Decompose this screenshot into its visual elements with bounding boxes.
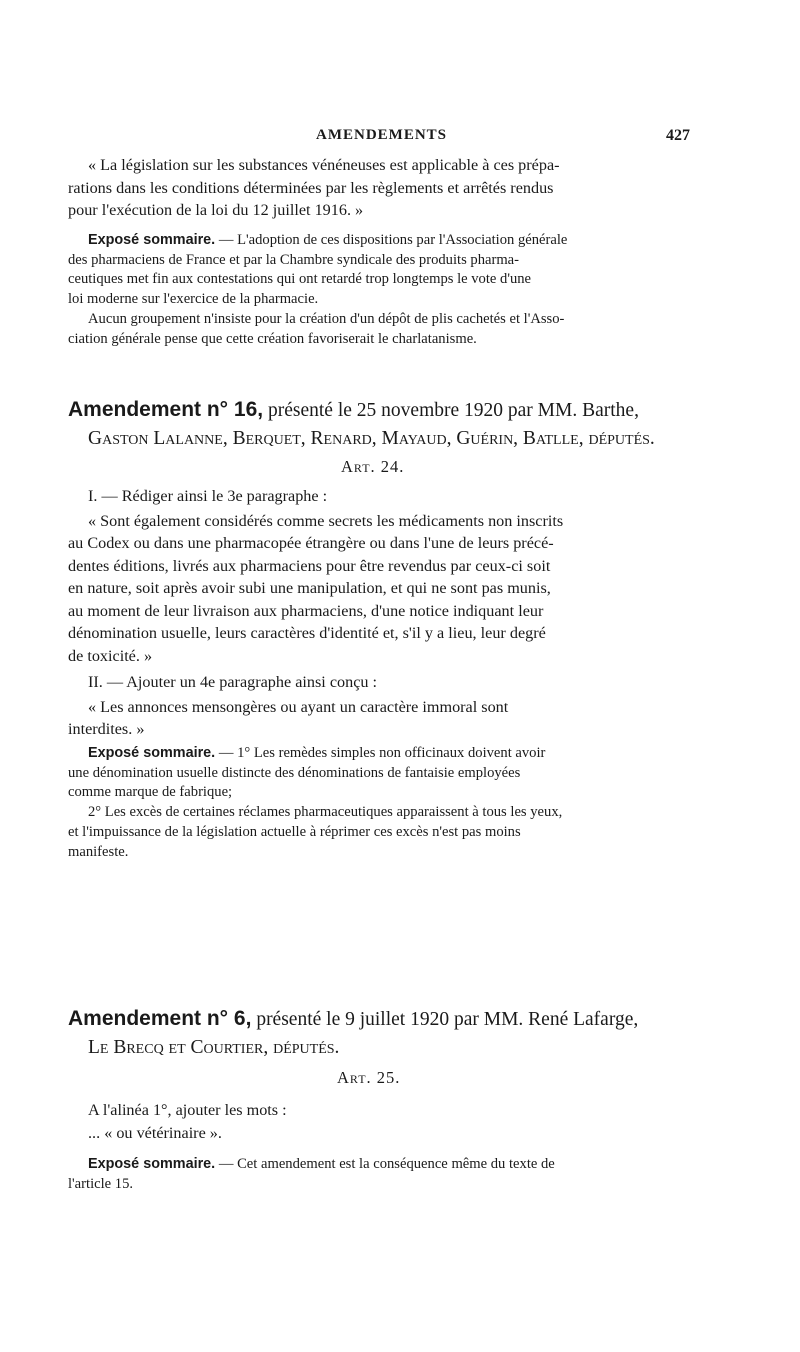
text-line: pour l'exécution de la loi du 12 juillet 1916. » [68,201,364,219]
text-line: rations dans les conditions déterminées par les règlements et arrêtés rendus [68,178,554,197]
amendement-6-expose [68,1155,698,1194]
amendement-16-body [68,485,698,741]
text-line: comme marque de fabrique; [68,784,233,801]
intro-quote [68,154,698,222]
text-line: — Cet amendement est la conséquence même du texte de [215,1156,555,1172]
expose-label: Exposé sommaire. [88,745,216,761]
text-line: II. — Ajouter un 4e paragraphe ainsi conçu : [88,673,378,691]
running-title: AMENDEMENTS [316,127,448,143]
text-line: en nature, soit après avoir subi une manipulation, et qui ne sont pas munis, [68,579,551,597]
article-label: Art. 25. [337,1068,401,1087]
text-line: loi moderne sur l'exercice de la pharmacie. [68,291,319,308]
text-line: au moment de leur livraison aux pharmaciens, d'une notice indiquant leur [68,601,544,620]
amendement-title: Amendement n° 16, [68,398,264,421]
text-line: ceutiques met fin aux contestations qui ont retardé trop longtemps le vote d'une [68,271,532,288]
text-line: une dénomination usuelle distincte des dénominations de fantaisie employées [68,764,521,781]
text-line: dentes éditions, livrés aux pharmaciens pour être revendus par ceux-ci soit [68,556,551,575]
text-line: de toxicité. » [68,646,153,665]
text-line: des pharmaciens de France et par la Chambre syndicale des produits pharma- [68,251,520,268]
heading-line: présenté le 25 novembre 1920 par MM. Barthe, [263,400,639,421]
amendement-6-body [68,1099,698,1144]
heading-line: Gaston Lalanne, Berquet, Renard, Mayaud, Guérin, Batlle, députés. [88,428,655,449]
text-line: manifeste. [68,843,129,860]
text-line: l'article 15. [68,1175,134,1192]
text-line: — L'adoption de ces dispositions par l'Association générale [215,232,568,248]
heading-line: présenté le 9 juillet 1920 par MM. René Lafarge, [251,1009,639,1030]
text-line: « Les annonces mensongères ou ayant un caractère immoral sont [88,697,509,716]
text-line: au Codex ou dans une pharmacopée étrangère ou dans l'une de leurs précé- [68,534,554,552]
expose-label: Exposé sommaire. [88,1156,216,1172]
amendement-16-expose [68,744,698,862]
text-line: — 1° Les remèdes simples non officinaux doivent avoir [215,745,546,761]
intro-expose [68,231,698,349]
text-line: « La législation sur les substances vénéneuses est applicable à ces prépa- [88,156,560,174]
text-line: I. — Rédiger ainsi le 3e paragraphe : [88,487,328,505]
text-line: et l'impuissance de la législation actuelle à réprimer ces excès n'est pas moins [68,823,521,840]
text-line: ciation générale pense que cette création favoriserait le charlatanisme. [68,330,477,347]
text-line: interdites. » [68,720,145,738]
text-line: « Sont également considérés comme secrets les médicaments non inscrits [88,511,564,530]
text-line: 2° Les excès de certaines réclames pharmaceutiques apparaissent à tous les yeux, [88,804,563,821]
amendement-6-heading [68,1005,708,1062]
text-line: dénomination usuelle, leurs caractères d'identité et, s'il y a lieu, leur degré [68,624,546,642]
article-label: Art. 24. [341,457,405,476]
amendement-title: Amendement n° 6, [68,1007,252,1030]
expose-label: Exposé sommaire. [88,232,216,248]
page-number: 427 [666,127,690,144]
text-line: ... « ou vétérinaire ». [88,1123,222,1142]
text-line: Aucun groupement n'insiste pour la création d'un dépôt de plis cachetés et l'Asso- [88,310,565,327]
text-line: A l'alinéa 1°, ajouter les mots : [88,1101,287,1119]
amendement-16-heading [68,396,708,453]
heading-line: Le Brecq et Courtier, députés. [88,1037,340,1058]
